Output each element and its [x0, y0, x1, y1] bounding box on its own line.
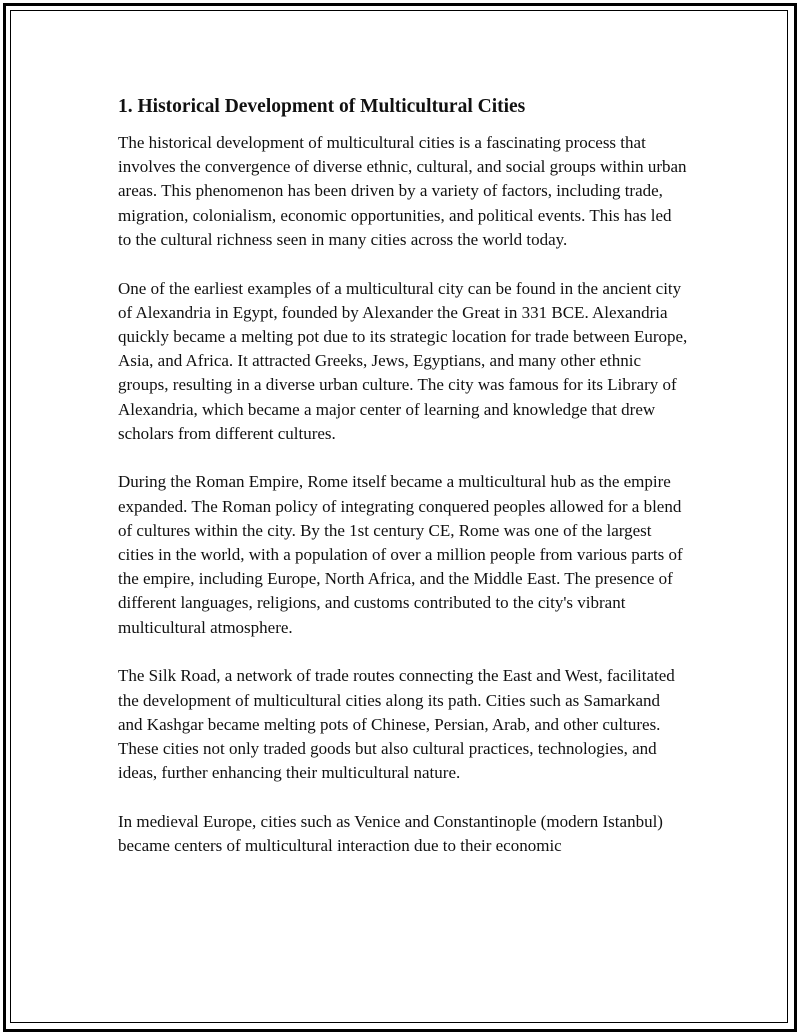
- paragraph-intro: The historical development of multicultural cities is a fascinating process that involves the convergence of diverse ethnic, cultural, and social groups within urban areas. This phenomenon has been driven by a variety of factors, including trade, migration, colonialism, economic opportunities, and political events. This has led to the cultural richness seen in many cities across the world today.: [118, 133, 687, 249]
- paragraph-silk-road: The Silk Road, a network of trade routes connecting the East and West, facilitated the development of multicultural cities along its path. Cities such as Samarkand and Kashgar became melting pots of Chinese, Persian, Arab, and other cultures. These cities not only traded goods but also cultural practices, technologies, and ideas, further enhancing their multicultural nature.: [118, 666, 675, 783]
- section-heading: 1. Historical Development of Multicultural Cities: [118, 96, 526, 117]
- paragraph-alexandria: One of the earliest examples of a multicultural city can be found in the ancient city of Alexandria in Egypt, founded by Alexander the Great in 331 BCE. Alexandria quickly became a melting pot due to its strategic location for trade between Europe, Asia, and Africa. It attracted Greeks, Jews, Egyptians, and many other ethnic groups, resulting in a diverse urban culture. The city was famous for its Library of Alexandria, which became a major center of learning and knowledge that drew scholars from different cultures.: [118, 278, 688, 443]
- paragraph-rome: During the Roman Empire, Rome itself became a multicultural hub as the empire expanded. The Roman policy of integrating conquered peoples allowed for a blend of cultures within the city. By the 1st century CE, Rome was one of the largest cities in the world, with a population of over a million people from various parts of the empire, including Europe, North Africa, and the Middle East. The presence of different languages, religions, and customs contributed to the city's vibrant multicultural atmosphere.: [118, 472, 683, 637]
- document-body: [118, 93, 688, 883]
- paragraph-medieval-europe: In medieval Europe, cities such as Venice and Constantinople (modern Istanbul) became centers of multicultural interaction due to their economic: [118, 811, 663, 856]
